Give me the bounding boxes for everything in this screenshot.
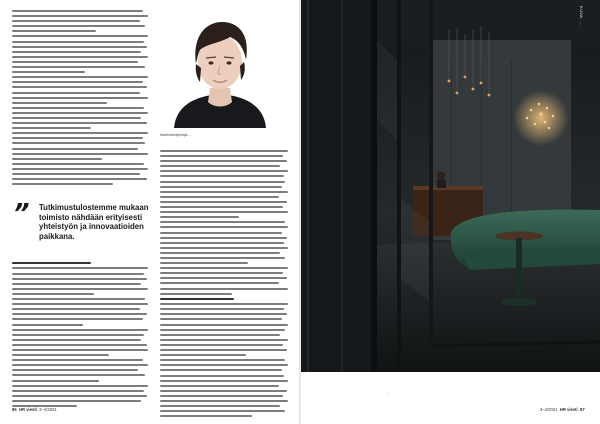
running-head: KUVA: ...	[579, 6, 584, 26]
folio-left	[12, 407, 57, 412]
quote-mark-icon: ”	[8, 199, 31, 229]
body-text-col2	[160, 150, 288, 420]
folio-left-magazine: HR viesti	[19, 407, 37, 412]
pull-quote-text: Tutkimustulostemme mukaan toimisto nähdään erityisesti yhteistyön ja innovaatioiden paikkana.	[39, 203, 149, 241]
portrait-icon	[160, 10, 280, 128]
pull-quote	[8, 199, 152, 241]
body-text-col1-bottom	[12, 262, 148, 410]
office-lobby-photo	[301, 0, 600, 388]
folio-right-number: 87	[580, 407, 585, 412]
folio-right	[540, 407, 585, 412]
photo-caption: ...	[386, 391, 389, 395]
folio-right-issue: 3–4/2021	[540, 407, 558, 412]
folio-left-number: 86	[12, 407, 17, 412]
portrait-caption: Markkinointijohtaja ...	[160, 133, 191, 137]
body-text-col1-top	[12, 10, 148, 188]
folio-left-issue: 3–4/2021	[39, 407, 57, 412]
folio-right-magazine: HR viesti	[559, 407, 578, 412]
